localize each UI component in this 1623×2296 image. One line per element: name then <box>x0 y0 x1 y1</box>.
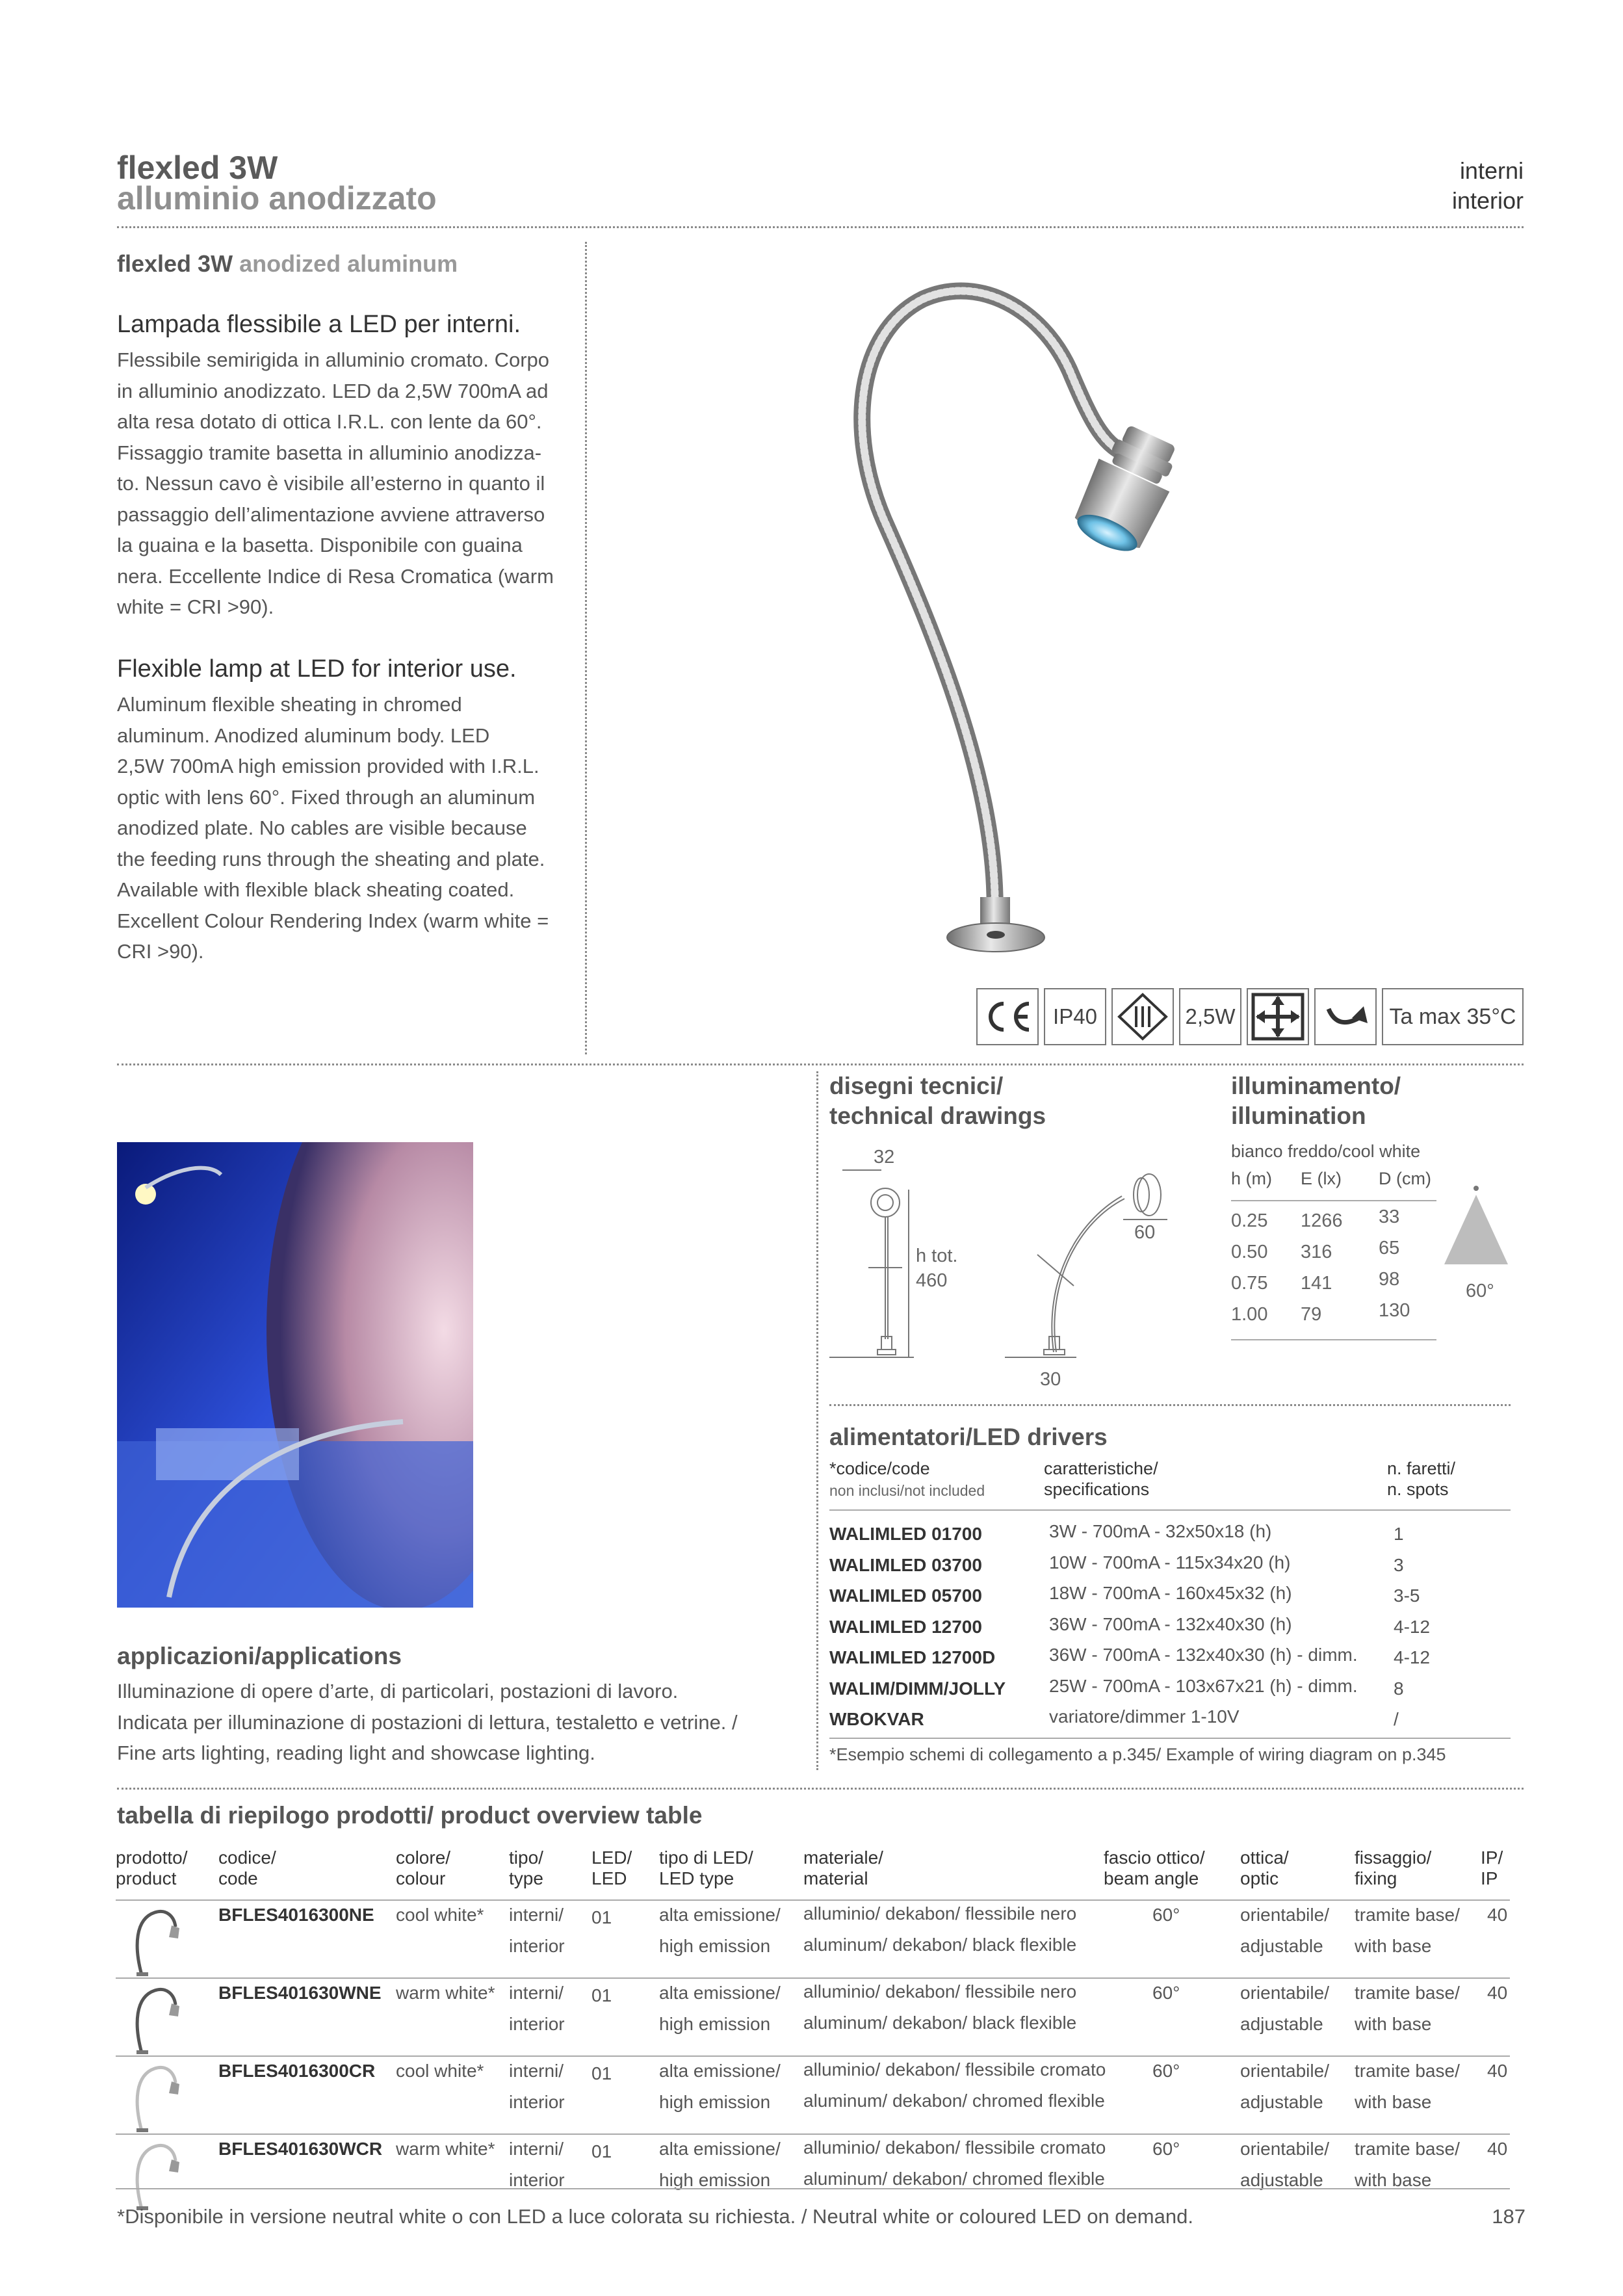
row-optic: orientabile/ <box>1240 1905 1329 1925</box>
row-fixing: tramite base/ <box>1355 1905 1460 1925</box>
dim-height-label: h tot. <box>916 1246 958 1266</box>
row-code: BFLES4016300CR <box>218 2061 376 2081</box>
product-subtitle: alluminio anodizzato <box>117 180 437 216</box>
driver-spots: 8 <box>1394 1678 1404 1699</box>
description-it-heading: Lampada flessibile a LED per interni. <box>117 311 521 338</box>
illum-e: 1266 <box>1301 1210 1343 1231</box>
row-type: interni/ <box>509 2139 564 2159</box>
beam-angle: 60° <box>1466 1281 1494 1301</box>
illum-d: 130 <box>1379 1300 1410 1321</box>
illum-h: 1.00 <box>1231 1304 1268 1325</box>
row-led: 01 <box>591 2141 612 2161</box>
illum-footer-rule <box>1231 1339 1436 1340</box>
text-line: Aluminum flexible sheating in chromed <box>117 693 462 716</box>
driver-spots: 1 <box>1394 1524 1404 1544</box>
dim-head: 60 <box>1134 1222 1156 1243</box>
drivers-footer-rule <box>829 1738 1511 1739</box>
dim-top: 32 <box>874 1147 895 1168</box>
applications-title: applicazioni/applications <box>117 1643 402 1669</box>
illum-header-h: h (m) <box>1231 1169 1272 1188</box>
col-led: LED/ LED <box>591 1847 632 1888</box>
col-type: tipo/ type <box>509 1847 543 1888</box>
row-led-type-en: high emission <box>659 2170 771 2190</box>
driver-spec: 3W - 700mA - 32x50x18 (h) <box>1049 1521 1272 1541</box>
illum-row <box>1231 1269 1446 1304</box>
product-title: flexled 3W <box>117 150 278 186</box>
application-photo <box>117 1142 473 1608</box>
product-thumbnail-icon <box>129 2063 187 2138</box>
col-led-type: tipo di LED/ LED type <box>659 1847 753 1888</box>
driver-code: WBOKVAR <box>829 1709 924 1729</box>
illum-d: 33 <box>1379 1207 1400 1227</box>
row-material-en: aluminum/ dekabon/ black flexible <box>803 1935 1077 1955</box>
text-line: passaggio dell’alimentazione avviene attraverso <box>117 502 545 526</box>
text-line: la guaina e la basetta. Disponibile con guaina <box>117 534 523 556</box>
illum-header-e: E (lx) <box>1301 1169 1342 1188</box>
row-ip: 40 <box>1487 2139 1508 2159</box>
driver-row <box>829 1521 1511 1552</box>
text-line: aluminum. Anodized aluminum body. LED <box>117 724 490 747</box>
row-type: interni/ <box>509 1983 564 2003</box>
driver-code: WALIMLED 03700 <box>829 1554 982 1575</box>
row-optic-en: adjustable <box>1240 2170 1323 2190</box>
driver-spots: 3 <box>1394 1554 1404 1575</box>
row-fixing-en: with base <box>1355 2014 1432 2034</box>
row-code: BFLES401630WCR <box>218 2139 383 2159</box>
drivers-note: *Esempio schemi di collegamento a p.345/ Example of wiring diagram on p.345 <box>829 1745 1446 1764</box>
text-line: in alluminio anodizzato. LED da 2,5W 700mA ad <box>117 379 549 402</box>
row-led-type: alta emissione/ <box>659 2061 781 2081</box>
footer-note: *Disponibile in versione neutral white o con LED a luce colorata su richiesta. / Neutral white or coloured LED on demand. <box>117 2205 1193 2228</box>
illum-row <box>1231 1207 1446 1242</box>
driver-row <box>829 1676 1511 1707</box>
row-optic: orientabile/ <box>1240 1983 1329 2003</box>
tech-drawings-title-en: technical drawings <box>829 1102 1046 1129</box>
driver-row <box>829 1706 1511 1738</box>
row-optic: orientabile/ <box>1240 2061 1329 2081</box>
applications-body <box>117 1676 799 1769</box>
english-subtitle <box>117 250 458 278</box>
drivers-title: alimentatori/LED drivers <box>829 1424 1108 1450</box>
text-line: optic with lens 60°. Fixed through an aluminum <box>117 785 536 809</box>
description-it-body <box>117 345 565 623</box>
driver-spots: 3-5 <box>1394 1585 1420 1606</box>
illumination-light-type: bianco freddo/cool white <box>1231 1141 1421 1161</box>
drivers-header-rule <box>829 1509 1511 1511</box>
row-beam: 60° <box>1152 2061 1180 2081</box>
row-material: alluminio/ dekabon/ flessibile cromato <box>803 2137 1106 2158</box>
row-material: alluminio/ dekabon/ flessibile nero <box>803 1903 1077 1924</box>
row-led-type-en: high emission <box>659 2014 771 2034</box>
row-led: 01 <box>591 1985 612 2005</box>
table-row-rule <box>116 2055 1510 2057</box>
drivers-col-code-note: non inclusi/not included <box>829 1482 985 1499</box>
illum-header-rule <box>1231 1200 1436 1201</box>
row-ip: 40 <box>1487 1905 1508 1925</box>
column-divider-2 <box>816 1071 818 1770</box>
driver-code: WALIMLED 01700 <box>829 1524 982 1544</box>
illum-e: 141 <box>1301 1273 1332 1294</box>
row-led-type: alta emissione/ <box>659 1905 781 1925</box>
col-ip: IP/ IP <box>1481 1847 1503 1888</box>
rotation-icon <box>1314 988 1377 1045</box>
illum-d: 98 <box>1379 1269 1400 1290</box>
row-material-en: aluminum/ dekabon/ black flexible <box>803 2013 1077 2033</box>
column-divider <box>585 242 587 1054</box>
text-line: anodized plate. No cables are visible because <box>117 816 527 839</box>
description-en-body <box>117 689 565 967</box>
text-line: Available with flexible black sheating coated. <box>117 878 515 901</box>
overview-title: tabella di riepilogo prodotti/ product overview table <box>117 1802 703 1829</box>
row-fixing-en: with base <box>1355 1936 1432 1956</box>
english-material: anodized aluminum <box>239 250 458 277</box>
technical-drawing <box>829 1144 1180 1391</box>
english-name: flexled 3W <box>117 250 233 277</box>
driver-code: WALIMLED 12700 <box>829 1616 982 1637</box>
dim-height: 460 <box>916 1270 948 1291</box>
illum-d: 65 <box>1379 1238 1400 1259</box>
tech-drawings-title-it: disegni tecnici/ <box>829 1073 1004 1099</box>
drivers-col-spots-it: n. faretti/ <box>1387 1459 1456 1478</box>
row-material: alluminio/ dekabon/ flessibile nero <box>803 1981 1077 2002</box>
text-line: Fissaggio tramite basetta in alluminio anodizza- <box>117 441 542 464</box>
driver-spec: variatore/dimmer 1-10V <box>1049 1706 1240 1727</box>
illum-h: 0.25 <box>1231 1210 1268 1231</box>
driver-spec: 18W - 700mA - 160x45x32 (h) <box>1049 1583 1292 1603</box>
driver-row <box>829 1552 1511 1584</box>
driver-spots: 4-12 <box>1394 1647 1431 1667</box>
row-type: interni/ <box>509 2061 564 2081</box>
row-material-en: aluminum/ dekabon/ chromed flexible <box>803 2091 1105 2111</box>
row-fixing-en: with base <box>1355 2092 1432 2112</box>
row-led-type: alta emissione/ <box>659 2139 781 2159</box>
driver-spots: 4-12 <box>1394 1616 1431 1637</box>
illum-h: 0.75 <box>1231 1273 1268 1294</box>
col-material: materiale/ material <box>803 1847 883 1888</box>
row-beam: 60° <box>1152 2139 1180 2159</box>
row-beam: 60° <box>1152 1905 1180 1925</box>
text-line: Excellent Colour Rendering Index (warm white = <box>117 909 549 932</box>
col-product: prodotto/ product <box>116 1847 188 1888</box>
row-fixing-en: with base <box>1355 2170 1432 2190</box>
row-type: interni/ <box>509 1905 564 1925</box>
col-beam: fascio ottico/ beam angle <box>1104 1847 1205 1888</box>
drivers-col-spec-en: specifications <box>1044 1480 1150 1499</box>
row-fixing: tramite base/ <box>1355 1983 1460 2003</box>
category-en: interior <box>1451 187 1524 214</box>
driver-code: WALIM/DIMM/JOLLY <box>829 1678 1006 1699</box>
row-material-en: aluminum/ dekabon/ chromed flexible <box>803 2169 1105 2189</box>
driver-spec: 36W - 700mA - 132x40x30 (h) - dimm. <box>1049 1645 1358 1665</box>
row-led: 01 <box>591 1907 612 1927</box>
table-row-rule <box>116 1977 1510 1979</box>
illumination-title-it: illuminamento/ <box>1231 1073 1401 1099</box>
table-row-rule <box>116 2133 1510 2135</box>
drivers-col-spots-en: n. spots <box>1387 1480 1449 1499</box>
table-end-rule <box>116 2188 1510 2189</box>
driver-spec: 10W - 700mA - 115x34x20 (h) <box>1049 1552 1291 1572</box>
row-optic-en: adjustable <box>1240 2014 1323 2034</box>
row-led-type-en: high emission <box>659 1936 771 1956</box>
row-fixing: tramite base/ <box>1355 2139 1460 2159</box>
text-line: white = CRI >90). <box>117 595 274 618</box>
drivers-table <box>829 1521 1511 1738</box>
driver-spec: 25W - 700mA - 103x67x21 (h) - dimm. <box>1049 1675 1358 1696</box>
row-led-type-en: high emission <box>659 2092 771 2112</box>
section-divider <box>117 1063 1524 1065</box>
driver-row <box>829 1583 1511 1614</box>
row-colour: warm white* <box>396 2139 495 2159</box>
illum-h: 0.50 <box>1231 1242 1268 1262</box>
text-line: the feeding runs through the sheating and plate. <box>117 847 545 870</box>
drivers-divider <box>829 1404 1511 1406</box>
row-material: alluminio/ dekabon/ flessibile cromato <box>803 2059 1106 2080</box>
row-optic: orientabile/ <box>1240 2139 1329 2159</box>
row-led-type: alta emissione/ <box>659 1983 781 2003</box>
header-divider <box>117 226 1524 228</box>
temperature-rating: Ta max 35°C <box>1382 988 1524 1045</box>
col-code: codice/ code <box>218 1847 276 1888</box>
page-number: 187 <box>1492 2205 1526 2228</box>
ce-mark-icon <box>976 988 1039 1045</box>
power-rating: 2,5W <box>1179 988 1241 1045</box>
ip-rating: IP40 <box>1044 988 1106 1045</box>
lamp-product-image <box>832 273 1287 975</box>
description-en-heading: Flexible lamp at LED for interior use. <box>117 655 517 683</box>
row-optic-en: adjustable <box>1240 2092 1323 2112</box>
adjustable-icon <box>1247 988 1309 1045</box>
overview-divider <box>117 1788 1524 1790</box>
drivers-col-spec-it: caratteristiche/ <box>1044 1459 1158 1478</box>
drivers-col-code: *codice/code <box>829 1459 930 1478</box>
driver-row <box>829 1645 1511 1676</box>
dim-base: 30 <box>1040 1369 1061 1390</box>
illum-e: 316 <box>1301 1242 1332 1262</box>
col-optic: ottica/ optic <box>1240 1847 1289 1888</box>
row-type-en: interior <box>509 2170 565 2190</box>
text-line: Flessibile semirigida in alluminio cromato. Corpo <box>117 348 550 371</box>
text-line: 2,5W 700mA high emission provided with I.R.L. <box>117 755 539 777</box>
driver-spec: 36W - 700mA - 132x40x30 (h) <box>1049 1613 1292 1634</box>
driver-spots: / <box>1394 1709 1399 1729</box>
row-colour: warm white* <box>396 1983 495 2003</box>
text-line: Fine arts lighting, reading light and showcase lighting. <box>117 1742 595 1764</box>
row-fixing: tramite base/ <box>1355 2061 1460 2081</box>
driver-row <box>829 1614 1511 1645</box>
table-row-rule <box>116 1899 1510 1901</box>
row-type-en: interior <box>509 2014 565 2034</box>
class-iii-icon <box>1111 988 1174 1045</box>
text-line: Indicata per illuminazione di postazioni di lettura, testaletto e vetrine. / <box>117 1710 738 1734</box>
col-fixing: fissaggio/ fixing <box>1355 1847 1432 1888</box>
row-colour: cool white* <box>396 2061 484 2081</box>
beam-cone-icon <box>1440 1183 1512 1268</box>
row-ip: 40 <box>1487 2061 1508 2081</box>
product-thumbnail-icon <box>129 1907 187 1982</box>
col-colour: colore/ colour <box>396 1847 451 1888</box>
illum-row <box>1231 1300 1446 1335</box>
illumination-title-en: illumination <box>1231 1102 1366 1129</box>
text-line: nera. Eccellente Indice di Resa Cromatica (warm <box>117 564 554 588</box>
row-code: BFLES401630WNE <box>218 1983 382 2003</box>
driver-code: WALIMLED 05700 <box>829 1585 982 1606</box>
row-type-en: interior <box>509 1936 565 1956</box>
illumination-table <box>1231 1207 1446 1335</box>
driver-code: WALIMLED 12700D <box>829 1647 996 1667</box>
product-thumbnail-icon <box>129 1985 187 2060</box>
text-line: CRI >90). <box>117 940 204 963</box>
text-line: to. Nessun cavo è visibile all’esterno in quanto il <box>117 472 545 495</box>
row-type-en: interior <box>509 2092 565 2112</box>
illum-header-d: D (cm) <box>1379 1169 1431 1188</box>
category-it: interni <box>1459 157 1524 184</box>
text-line: alta resa dotato di ottica I.R.L. con lente da 60°. <box>117 410 542 433</box>
row-code: BFLES4016300NE <box>218 1905 374 1925</box>
row-beam: 60° <box>1152 1983 1180 2003</box>
text-line: Illuminazione di opere d’arte, di particolari, postazioni di lavoro. <box>117 1680 679 1702</box>
illum-e: 79 <box>1301 1304 1322 1325</box>
row-ip: 40 <box>1487 1983 1508 2003</box>
row-optic-en: adjustable <box>1240 1936 1323 1956</box>
row-led: 01 <box>591 2063 612 2083</box>
row-colour: cool white* <box>396 1905 484 1925</box>
illum-row <box>1231 1238 1446 1273</box>
